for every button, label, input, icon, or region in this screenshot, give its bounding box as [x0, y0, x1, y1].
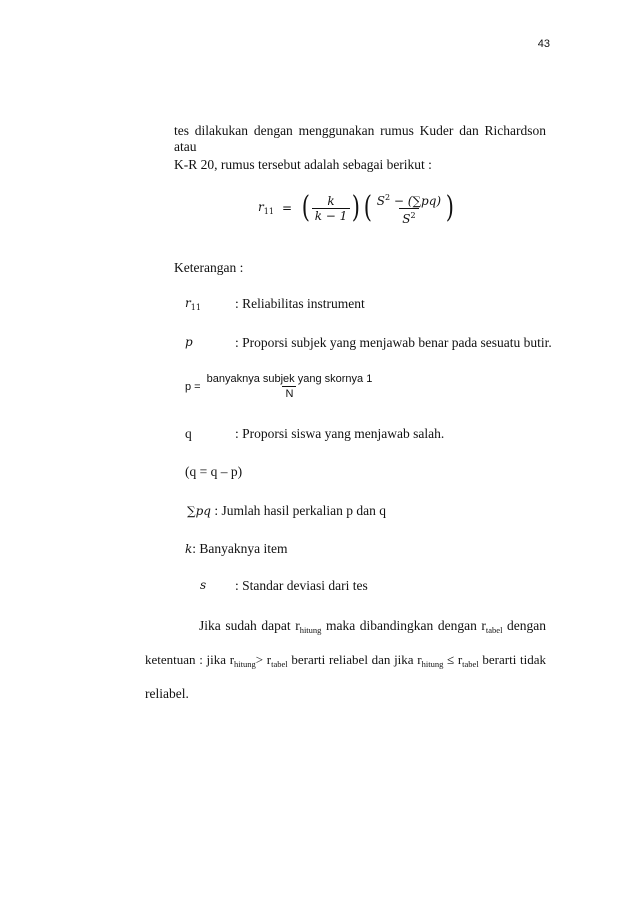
- item-q-var: q: [185, 426, 192, 441]
- item-p-var: p: [185, 335, 193, 349]
- item-s: [0, 578, 638, 596]
- fraction-k-denominator: k − 1: [312, 208, 351, 223]
- item-r11-desc: : Reliabilitas instrument: [235, 296, 365, 311]
- item-p-desc: : Proporsi subjek yang menjawab benar pada sesuatu butir.: [235, 335, 552, 350]
- p-formula-numerator: banyaknya subjek yang skornya 1: [206, 373, 373, 385]
- p-formula: [185, 372, 375, 401]
- item-sum-pq-symbol: ∑pq: [187, 504, 211, 518]
- item-q-desc: : Proporsi siswa yang menjawab salah.: [235, 426, 445, 441]
- keterangan-title: Keterangan :: [174, 260, 244, 275]
- paren-open-2: (: [363, 190, 372, 225]
- p-formula-fraction: [204, 372, 376, 401]
- item-s-desc: : Standar deviasi dari tes: [235, 578, 368, 593]
- intro-line-2: K-R 20, rumus tersebut adalah sebagai berikut :: [174, 157, 432, 172]
- item-sum-pq-desc: : Jumlah hasil perkalian p dan q: [210, 503, 387, 518]
- fraction-variance-denominator: $S^2$: [399, 208, 418, 226]
- q-formula: (q = q – p): [185, 464, 243, 479]
- fraction-variance-numerator: $S^2 - (\sum pq)$: [376, 192, 442, 208]
- intro-line-1: tes dilakukan dengan menggunakan rumus Kuder dan Richardson atau: [174, 123, 546, 154]
- formula-lhs: $r_{11}$: [258, 200, 274, 216]
- paren-open-1: (: [301, 190, 310, 225]
- item-r11-var: $r_{11}$: [185, 296, 201, 312]
- formula-equals: =: [281, 201, 292, 215]
- p-formula-lhs: p =: [185, 380, 201, 393]
- paren-close-2: ): [445, 190, 455, 225]
- conclusion-line-3: reliabel.: [145, 686, 189, 701]
- p-formula-denominator: N: [282, 386, 296, 401]
- item-sum-pq: [187, 502, 386, 520]
- item-q: [0, 426, 638, 444]
- paren-close-1: ): [352, 190, 361, 225]
- item-r11: [0, 296, 638, 314]
- conclusion-line-1: Jika sudah dapat $r_{hitung}$ maka dibandingkan dengan $r_{tabel}$ dengan: [199, 618, 546, 635]
- item-p: [0, 335, 638, 353]
- fraction-k-numerator: k: [327, 193, 335, 208]
- fraction-k: [312, 194, 351, 223]
- page-number: 43: [537, 38, 550, 50]
- item-k: [185, 540, 288, 558]
- item-k-desc: : Banyaknya item: [192, 541, 288, 556]
- item-k-var: k: [185, 542, 193, 556]
- item-s-var: s: [200, 578, 207, 592]
- kr20-formula: [258, 188, 456, 228]
- conclusion-line-2: ketentuan : jika $r_{hitung}> r_{tabel}$ berarti reliabel dan jika $r_{hitung} \le r_{tabel}$ berarti tidak: [145, 652, 546, 669]
- fraction-variance: [374, 191, 444, 226]
